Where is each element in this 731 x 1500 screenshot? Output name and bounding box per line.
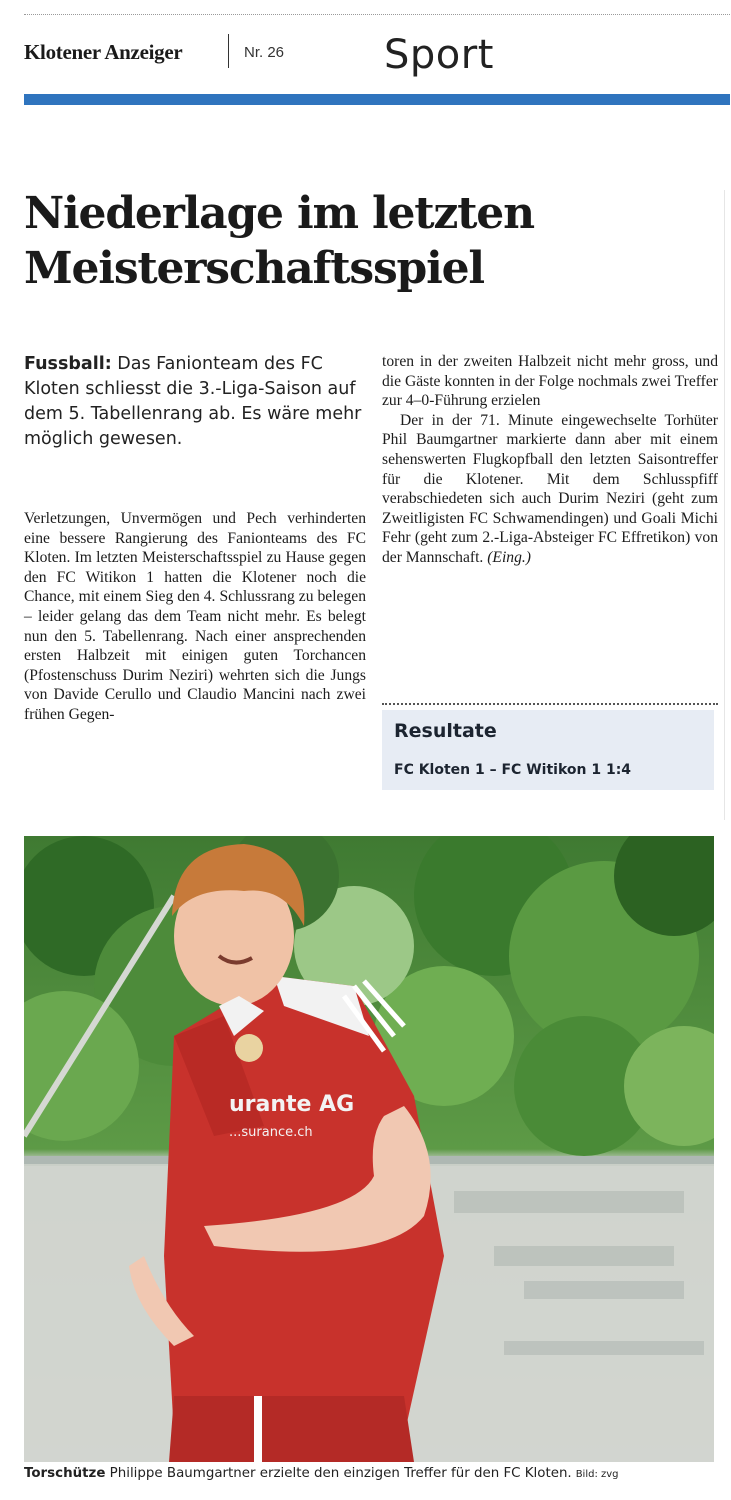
article-lead xyxy=(24,352,366,452)
photo-caption xyxy=(24,1466,724,1481)
results-title: Resultate xyxy=(394,720,497,742)
lead-kicker: Fussball: xyxy=(24,354,112,374)
section-title: Sport xyxy=(384,32,494,78)
photo-credit: Bild: zvg xyxy=(575,1469,619,1480)
body-paragraph-text: Der in der 71. Minute eingewechselte Torhüter Phil Baumgartner markierte dann aber mit einem sehenswerten Flugkopfball den letzten Saisontreffer für die Klotener. Mit dem Schlusspfiff verabschiedeten sich auch Durim Neziri (geht zum Zweitligisten FC Schwamendingen) und Goali Michi Fehr (geht zum 2.-Liga-Absteiger FC Effretikon) von der Mannschaft. xyxy=(382,411,718,566)
caption-kicker: Torschütze xyxy=(24,1466,106,1481)
headline-line-2: Meisterschaftsspiel xyxy=(24,243,484,294)
results-dotted-rule xyxy=(382,703,718,705)
issue-number: Nr. 26 xyxy=(244,44,285,61)
body-paragraph: Verletzungen, Unvermögen und Pech verhinderten eine bessere Rangierung des Fanionteams des FC Kloten. Im letzten Meisterschaftsspiel zu Hause gegen den FC Witikon 1 hatten die Klotener noch die Chance, mit einem Sieg den 4. Schlussrang zu belegen – leider gelang das dem Team nicht mehr. Es belegt nun den 5. Tabellenrang. Nach einer ansprechenden ersten Halbzeit mit einigen guten Torchancen (Pfostenschuss Durim Neziri) wehrten sich die Jungs von Davide Cerullo und Claudio Mancini nach zwei frühen Gegen- xyxy=(24,510,366,723)
masthead-divider xyxy=(228,34,229,68)
lead-text: Das Fanionteam des FC Kloten schliesst die 3.-Liga-Saison auf dem 5. Tabellenrang ab. Es wäre mehr möglich gewesen. xyxy=(24,354,362,449)
body-paragraph xyxy=(382,411,718,568)
jersey-sponsor-url: ...surance.ch xyxy=(229,1125,313,1140)
caption-text: Philippe Baumgartner erzielte den einzigen Treffer für den FC Kloten. xyxy=(105,1466,572,1481)
headline-line-1: Niederlage im letzten xyxy=(24,188,534,239)
article-headline xyxy=(24,186,624,296)
article-body-right xyxy=(382,352,718,568)
photo-illustration xyxy=(24,836,714,1462)
article-column-left xyxy=(24,352,366,725)
article-column-right xyxy=(382,352,718,568)
results-box xyxy=(382,710,714,790)
football-player-photo xyxy=(24,836,714,1462)
top-dotted-rule xyxy=(24,14,730,15)
article-body-left xyxy=(24,509,366,725)
newspaper-name: Klotener Anzeiger xyxy=(24,40,183,64)
column-rule xyxy=(724,190,725,820)
masthead xyxy=(24,30,730,90)
results-score: FC Kloten 1 – FC Witikon 1 1:4 xyxy=(394,762,632,778)
body-paragraph-continued: toren in der zweiten Halbzeit nicht mehr gross, und die Gäste konnten in der Folge nochmals zwei Treffer zur 4–0-Führung erzielen xyxy=(382,353,718,410)
jersey-sponsor: urante AG xyxy=(229,1092,355,1117)
club-badge-icon xyxy=(235,1034,263,1062)
section-color-bar xyxy=(24,94,730,105)
author-tag: (Eing.) xyxy=(487,548,531,566)
